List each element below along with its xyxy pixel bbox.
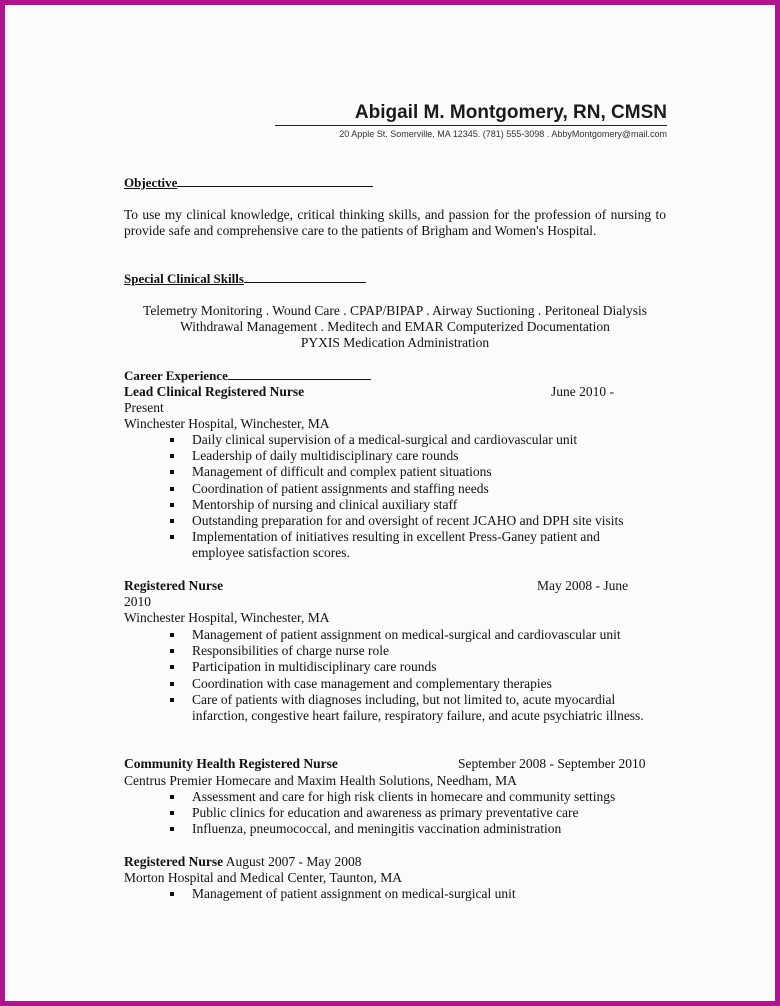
job-title: Community Health Registered Nurse: [124, 756, 338, 771]
job-date: September 2008 - September 2010: [458, 756, 646, 771]
objective-heading: Objective: [124, 175, 373, 191]
job-duties: [167, 789, 667, 838]
list-item: Mentorship of nursing and clinical auxiliary staff: [167, 497, 667, 513]
job-date: May 2008 - June: [537, 578, 629, 593]
list-item: Coordination with case management and complementary therapies: [167, 676, 667, 692]
list-item: Management of patient assignment on medical-surgical and cardiovascular unit: [167, 627, 667, 643]
job-date: August 2007 - May 2008: [223, 854, 362, 869]
heading-rule: [244, 272, 366, 283]
list-item: Care of patients with diagnoses including, but not limited to, acute myocardial infarction, congestive heart failure, respiratory failure, and acute psychiatric illness.: [167, 692, 662, 724]
list-item: Coordination of patient assignments and staffing needs: [167, 481, 667, 497]
heading-rule: [177, 176, 373, 187]
job-title: Registered Nurse: [124, 578, 224, 593]
job-title: Registered Nurse: [124, 854, 224, 869]
list-item: Daily clinical supervision of a medical-surgical and cardiovascular unit: [167, 432, 667, 448]
list-item: Implementation of initiatives resulting in excellent Press-Ganey patient and employee satisfaction scores.: [167, 529, 647, 561]
job-employer: Morton Hospital and Medical Center, Taunton, MA: [124, 870, 402, 885]
list-item: Assessment and care for high risk clients in homecare and community settings: [167, 789, 667, 805]
list-item: Influenza, pneumococcal, and meningitis vaccination administration: [167, 821, 667, 837]
job-date-continued: Present: [124, 400, 164, 415]
candidate-name: Abigail M. Montgomery, RN, CMSN: [354, 102, 667, 123]
job-title: Lead Clinical Registered Nurse: [124, 384, 305, 399]
job-date-continued: 2010: [124, 594, 151, 609]
job-employer: Centrus Premier Homecare and Maxim Health Solutions, Needham, MA: [124, 773, 517, 788]
header-divider: [275, 125, 667, 126]
list-item: Leadership of daily multidisciplinary care rounds: [167, 448, 667, 464]
job-employer: Winchester Hospital, Winchester, MA: [124, 610, 330, 625]
list-item: Public clinics for education and awareness as primary preventative care: [167, 805, 667, 821]
job-header: [124, 854, 361, 870]
list-item: Management of patient assignment on medical-surgical unit: [167, 886, 667, 902]
list-item: Responsibilities of charge nurse role: [167, 643, 667, 659]
list-item: Outstanding preparation for and oversight of recent JCAHO and DPH site visits: [167, 513, 667, 529]
job-duties: [167, 886, 667, 902]
skills-line: Withdrawal Management . Meditech and EMAR Computerized Documentation: [180, 319, 610, 334]
objective-text: To use my clinical knowledge, critical thinking skills, and passion for the profession of nursing to provide safe and comprehensive care to the patients of Brigham and Women's Hospital.: [124, 207, 666, 238]
job-employer: Winchester Hospital, Winchester, MA: [124, 416, 330, 431]
contact-info: 20 Apple St. Somerville, MA 12345. (781) 555-3098 . AbbyMontgomery@mail.com: [339, 129, 667, 139]
heading-rule: [228, 369, 371, 380]
list-item: Management of difficult and complex patient situations: [167, 464, 667, 480]
skills-line: PYXIS Medication Administration: [300, 335, 490, 350]
job-duties: [167, 627, 667, 724]
skills-line: Telemetry Monitoring . Wound Care . CPAP/BIPAP . Airway Suctioning . Peritoneal Dialysis: [143, 303, 647, 318]
job-duties: [167, 432, 667, 562]
skills-heading: Special Clinical Skills: [124, 271, 366, 287]
experience-heading: Career Experience: [124, 368, 371, 384]
list-item: Participation in multidisciplinary care rounds: [167, 659, 667, 675]
job-date: June 2010 -: [551, 384, 614, 399]
